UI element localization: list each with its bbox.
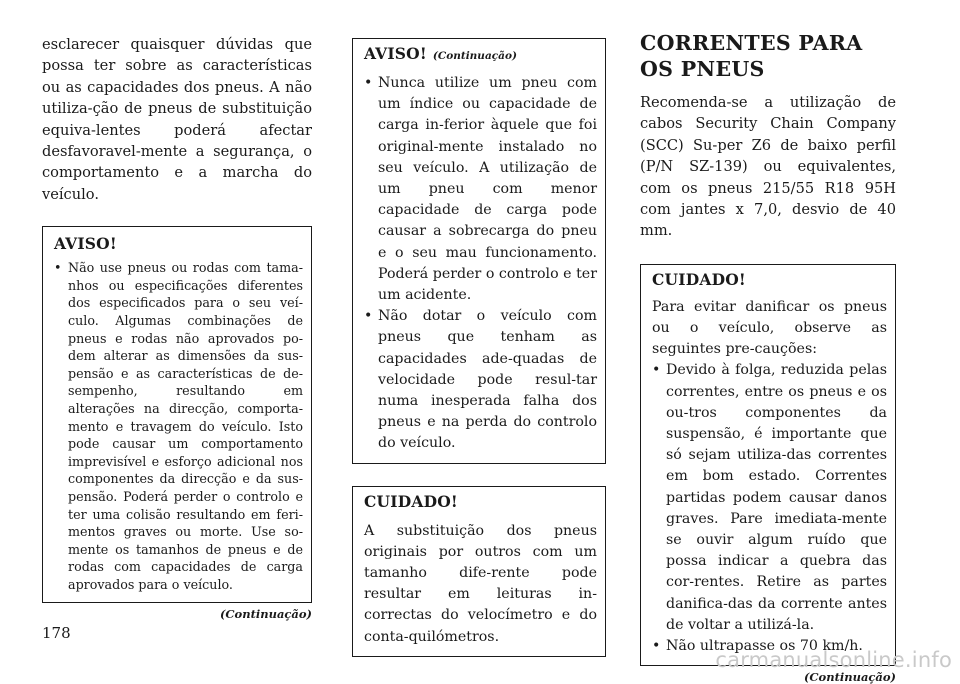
- continued-label: (Continuação): [803, 670, 896, 684]
- warning-list: [364, 73, 597, 455]
- warning-continued-label: (Continuação): [432, 50, 517, 62]
- column-right: [640, 31, 896, 684]
- column-middle: [352, 34, 606, 657]
- caution-box: [352, 486, 606, 657]
- page-number: 178: [42, 624, 71, 642]
- caution-title: CUIDADO!: [364, 491, 458, 511]
- caution-box: [640, 264, 896, 666]
- caution-item: • Não ultrapasse os 70 km/h.: [652, 636, 887, 657]
- warning-box-continued: [352, 38, 606, 464]
- warning-item: • Nunca utilize um pneu com um índice ou capacidade de carga in-ferior àquele que foi original-mente instalado no seu veículo. A utilização de um pneu com menor capacidade de carga pode causar a sobrecarga do pneu e o seu mau funcionamento. Poderá perder o controlo e ter um acidente.: [364, 73, 597, 306]
- caution-text: A substituição dos pneus originais por outros com um tamanho dife-rente pode resultar em leituras in-correctas do velocímetro e do conta-quilómetros.: [364, 522, 597, 645]
- caution-lead: Para evitar danificar os pneus ou o veículo, observe as seguintes pre-cauções:: [652, 298, 887, 358]
- column-left: [42, 34, 312, 621]
- section-heading: CORRENTES PARA OS PNEUS: [640, 31, 863, 81]
- warning-title-text: AVISO!: [364, 44, 427, 63]
- caution-item: • Devido à folga, reduzida pelas correntes, entre os pneus e os ou-tros componentes da suspensão, é importante que só sejam utiliza-das correntes em bom estado. Correntes partidas podem causar danos graves. Pare imediata-mente se ouvir algum ruído que possa indicar a quebra das cor-rentes. Retire as partes danifica-das da corrente antes de voltar a utilizá-la.: [652, 360, 887, 636]
- continued-label: (Continuação): [219, 606, 312, 621]
- warning-title: [364, 43, 597, 67]
- warning-item: • Não dotar o veículo com pneus que tenham as capacidades ade-quadas de velocidade pode resul-tar numa inesperada falha dos pneus e na perda do controlo do veículo.: [364, 306, 597, 454]
- warning-box: [42, 226, 312, 602]
- warning-item: • Não use pneus ou rodas com tama-nhos ou especificações diferentes dos especificados para o seu veí-culo. Algumas combinações de pneus e rodas não aprovados po-dem alterar as dimensões da sus-pensão e as características de de-sempenho, resultando em alterações na direcção, comporta-mento e travagem do veículo. Isto pode causar um comportamento imprevisível e esforço adicional nos componentes da direcção e da sus-pensão. Poderá perder o controlo e ter uma colisão resultando em feri-mentos graves ou morte. Use so-mente os tamanhos de pneus e de rodas com capacidades de carga aprovados para o veículo.: [54, 259, 303, 593]
- caution-list: [652, 360, 887, 657]
- caution-title: CUIDADO!: [652, 269, 746, 289]
- warning-list: [54, 259, 303, 593]
- intro-paragraph: esclarecer quaisquer dúvidas que possa ter sobre as características ou as capacidades dos pneus. A não utiliza-ção de pneus de substituição equiva-lentes poderá afectar desfavoravel-mente a segurança, o comportamento e a marcha do veículo.: [42, 36, 312, 203]
- warning-title: AVISO!: [54, 234, 117, 254]
- section-intro: Recomenda-se a utilização de cabos Security Chain Company (SCC) Su-per Z6 de baixo perfil (P/N SZ-139) ou equivalentes, com os pneus 215/55 R18 95H com jantes x 7,0, desvio de 40 mm.: [640, 94, 896, 240]
- watermark: carmanualsonline.info: [715, 648, 952, 672]
